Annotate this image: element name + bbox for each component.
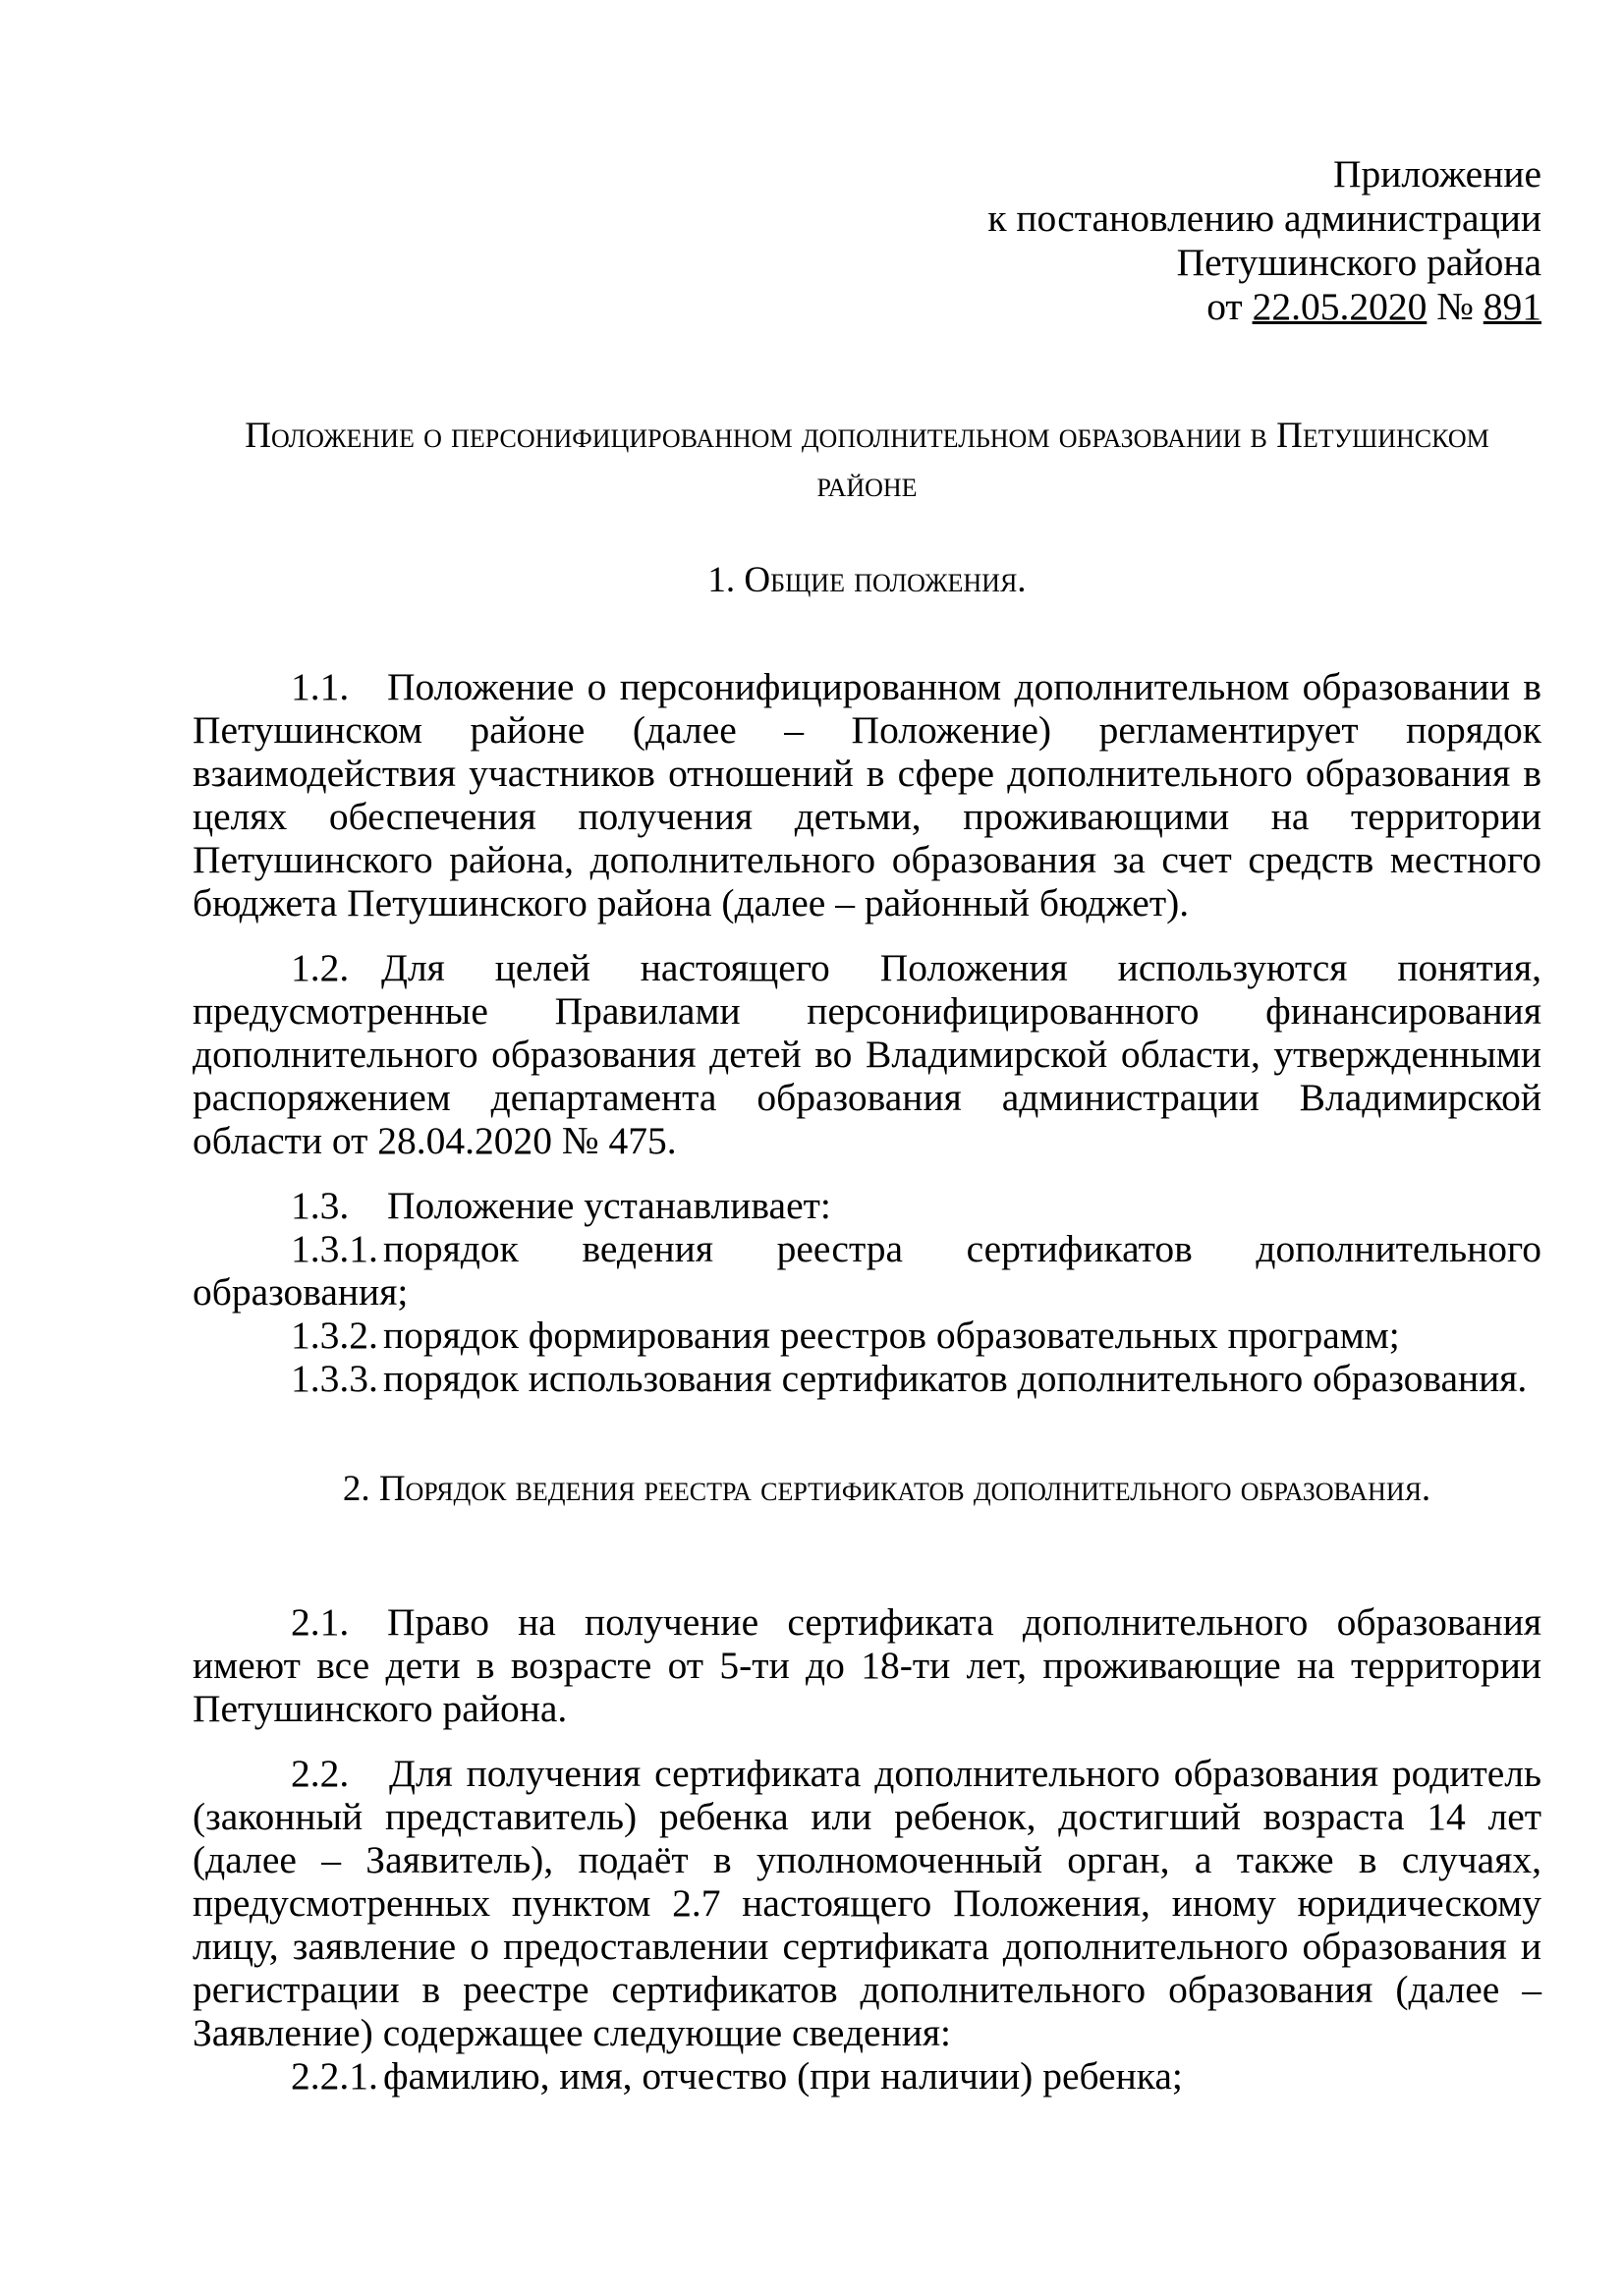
date-prefix: от <box>1206 285 1253 328</box>
number-sign: № <box>1427 285 1484 328</box>
appendix-header <box>193 152 1541 329</box>
paragraph-1-2 <box>193 946 1541 1162</box>
paragraph-number: 2.1. <box>291 1600 350 1644</box>
resolution-date-line <box>193 285 1541 329</box>
appendix-label: Приложение <box>1332 152 1541 196</box>
paragraph-2-1 <box>193 1600 1541 1730</box>
document-title: Положение о персонифицированном дополнительном образовании в Петушинском районе <box>245 416 1489 505</box>
paragraph-text: порядок формирования реестров образовательных программ; <box>383 1314 1400 1357</box>
paragraph-text: Положение устанавливает: <box>387 1184 831 1227</box>
paragraph-1-3 <box>193 1184 1541 1227</box>
paragraph-text: порядок использования сертификатов дополнительного образования. <box>383 1357 1528 1400</box>
paragraph-number: 1.3.3. <box>291 1357 378 1400</box>
paragraph-text: фамилию, имя, отчество (при наличии) ребенка; <box>383 2054 1183 2098</box>
paragraph-number: 2.2. <box>291 1752 350 1795</box>
paragraph-text: порядок ведения реестра сертификатов дополнительного образования; <box>193 1227 1541 1314</box>
paragraph-number: 2.2.1. <box>291 2054 378 2098</box>
paragraph-1-3-1 <box>193 1227 1541 1314</box>
paragraph-number: 1.3.1. <box>291 1227 378 1270</box>
paragraph-1-3-2 <box>193 1314 1541 1357</box>
paragraph-text: Для целей настоящего Положения используются понятия, предусмотренные Правилами персонифицированного финансирования дополнительного образования детей во Владимирской области, утвержденными распоряжением департамента образования администрации Владимирской области от 28.04.2020 № 475. <box>193 946 1541 1162</box>
district-name: Петушинского района <box>1176 241 1541 284</box>
resolution-ref: к постановлению администрации <box>987 196 1541 240</box>
resolution-date: 22.05.2020 <box>1252 285 1428 328</box>
document-body <box>193 152 1541 2098</box>
resolution-number: 891 <box>1483 285 1541 328</box>
paragraph-2-2-1 <box>193 2054 1541 2098</box>
section-2-heading: 2. Порядок ведения реестра сертификатов дополнительного образования. <box>342 1469 1431 1509</box>
paragraph-number: 1.3.2. <box>291 1314 378 1357</box>
paragraph-2-2 <box>193 1752 1541 2054</box>
paragraph-text: Право на получение сертификата дополнительного образования имеют все дети в возрасте от 5-ти до 18-ти лет, проживающие на территории Петушинского района. <box>193 1600 1541 1730</box>
paragraph-text: Для получения сертификата дополнительного образования родитель (законный представитель) ребенка или ребенок, достигший возраста 14 лет (далее – Заявитель), подаёт в уполномоченный орган, а также в случаях, предусмотренных пунктом 2.7 настоящего Положения, иному юридическому лицу, заявление о предоставлении сертификата дополнительного образования и регистрации в реестре сертификатов дополнительного образования (далее – Заявление) содержащее следующие сведения: <box>193 1752 1541 2054</box>
paragraph-1-1 <box>193 665 1541 924</box>
paragraph-text: Положение о персонифицированном дополнительном образовании в Петушинском районе (далее – Положение) регламентирует порядок взаимодействия участников отношений в сфере дополнительного образования в целях обеспечения получения детьми, проживающими на территории Петушинского района, дополнительного образования за счет средств местного бюджета Петушинского района (далее – районный бюджет). <box>193 665 1541 924</box>
section-1-heading: 1. Общие положения. <box>707 560 1027 600</box>
paragraph-number: 1.1. <box>291 665 350 708</box>
paragraph-number: 1.3. <box>291 1184 350 1227</box>
paragraph-1-3-3 <box>193 1357 1541 1400</box>
paragraph-number: 1.2. <box>291 946 350 989</box>
